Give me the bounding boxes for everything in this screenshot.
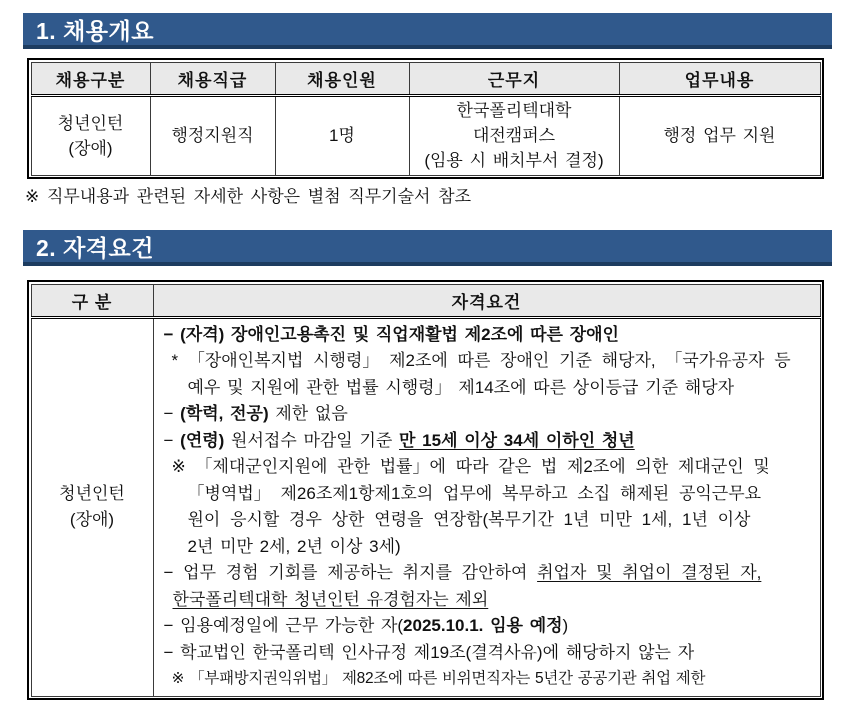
reference-note-text: ※ 직무내용과 관련된 자세한 사항은 별첨 직무기술서 참조 (25, 187, 472, 206)
col-header-division: 구 분 (31, 284, 153, 317)
qualification-category-line1: 청년인턴 (59, 484, 125, 503)
cell-count: 1명 (275, 95, 409, 175)
qualification-line: − (학력, 전공) 제한 없음 (163, 404, 348, 423)
qualification-line: 원이 응시할 경우 상한 연령을 연장함(복무기간 1년 미만 1세, 1년 이상 (187, 510, 751, 529)
qualification-line: − (자격) 장애인고용촉진 및 직업재활법 제2조에 따른 장애인 (163, 324, 619, 344)
col-header-count: 채용인원 (275, 62, 409, 95)
qualification-line: − 임용예정일에 근무 가능한 자(2025.10.1. 임용 예정) (163, 616, 569, 635)
col-header-grade: 채용직급 (150, 62, 275, 95)
cell-location-line1: 한국폴리텍대학 (456, 101, 572, 120)
qualification-line: − (연령) 원서접수 마감일 기준 만 15세 이상 34세 이하인 청년 (163, 430, 635, 450)
section2-title: 2. 자격요건 (36, 234, 154, 261)
cell-location-line3: (임용 시 배치부서 결정) (424, 151, 604, 170)
cell-duty: 행정 업무 지원 (619, 95, 820, 175)
qualification-line: 「병역법」 제26조제1항제1호의 업무에 복무하고 소집 해제된 공익근무요 (187, 483, 762, 503)
qualification-line: * 「장애인복지법 시행령」 제2조에 따른 장애인 기준 해당자, 「국가유공자 등 (171, 351, 791, 370)
qualification-line: ※ 「부패방지권익위법」 제82조에 따른 비위면직자는 5년간 공공기관 취업 제한 (171, 670, 706, 687)
qualifications-table (27, 280, 824, 700)
qualification-line: − 업무 경험 기회를 제공하는 취지를 감안하여 취업자 및 취업이 결정된 자, (163, 563, 762, 582)
cell-location-line2: 대전캠퍼스 (472, 126, 556, 145)
recruitment-overview-table (27, 58, 824, 179)
section2-header (23, 230, 832, 266)
qualification-line: 한국폴리텍대학 청년인턴 유경험자는 제외 (172, 589, 489, 609)
col-header-duty: 업무내용 (619, 62, 820, 95)
qualification-line: 예우 및 지원에 관한 법률 시행령」 제14조에 따른 상이등급 기준 해당자 (187, 377, 735, 397)
qualification-category-cell (31, 317, 153, 696)
section1-header (23, 13, 832, 49)
qualification-line: ※ 「제대군인지원에 관한 법률」에 따라 같은 법 제2조에 의한 제대군인 및 (171, 457, 770, 476)
col-header-category: 채용구분 (31, 62, 150, 95)
section1-title: 1. 채용개요 (36, 17, 154, 44)
document-page (0, 13, 850, 725)
table2-data-row (31, 317, 820, 696)
cell-grade: 행정지원직 (150, 95, 275, 175)
cell-category-line1: 청년인턴 (57, 113, 124, 133)
qualification-category-line2: (장애) (69, 510, 115, 529)
col-header-qualification: 자격요건 (153, 284, 820, 317)
cell-category-line2: (장애) (68, 138, 113, 158)
table2-header-row (31, 284, 820, 317)
qualification-list (156, 322, 816, 693)
qualification-line: − 학교법인 한국폴리텍 인사규정 제19조(결격사유)에 해당하지 않는 자 (163, 642, 695, 662)
col-header-location: 근무지 (409, 62, 619, 95)
qualification-content-cell (153, 317, 820, 696)
qualification-line: 2년 미만 2세, 2년 이상 3세) (187, 536, 401, 556)
cell-category (31, 95, 150, 175)
table1-data-row (31, 95, 820, 175)
table1-header-row (31, 62, 820, 95)
reference-note (25, 187, 850, 207)
cell-location (409, 95, 619, 175)
